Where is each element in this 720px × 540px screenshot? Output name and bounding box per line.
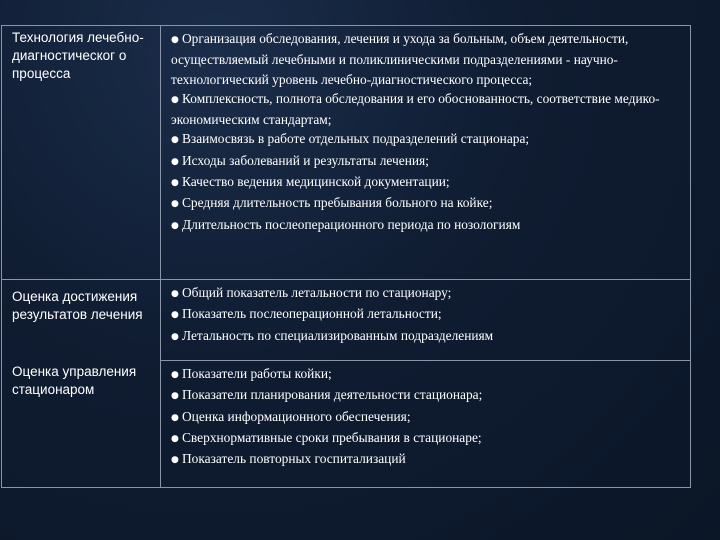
bullet-dot-icon: ● — [171, 156, 179, 167]
bullet-dot-icon: ● — [171, 35, 179, 45]
list-item: ● Общий показатель летальности по стационару; — [171, 283, 682, 304]
bullet-dot-icon: ● — [171, 94, 179, 105]
list-item: ● Показатель послеоперационной летальности; — [171, 304, 682, 325]
list-item: ● Показатели планирования деятельности стационара; — [171, 385, 682, 406]
list-item: ● Комплексность, полнота обследования и его обоснованность, соответствие медико-экономическим стандартам; — [171, 90, 660, 128]
row-label: Оценка достижения результатов лечения — [12, 289, 143, 323]
bullet-dot-icon: ● — [171, 220, 179, 231]
list-item: ● Качество ведения медицинской документации; — [171, 172, 682, 193]
list-item: ● Организация обследования, лечения и ухода за больным, объем деятельности, осуществляемый лечебными и поликлиническими подразделениями - научно-технологический уровень лечебно-диагностического процесса; — [171, 31, 629, 87]
row-content-cell — [161, 361, 691, 488]
row-label: Оценка управления стационаром — [12, 363, 137, 397]
list-item: ● Показатель повторных госпитализаций — [171, 449, 682, 470]
bullet-dot-icon: ● — [171, 455, 179, 466]
row-label-cell — [2, 361, 161, 488]
list-item: ● Сверхнормативные сроки пребывания в стационаре; — [171, 428, 682, 449]
bullet-dot-icon: ● — [171, 135, 179, 146]
bullet-dot-icon: ● — [171, 199, 179, 210]
row-content-cell — [161, 280, 691, 361]
list-item: ● Исходы заболеваний и результаты лечения; — [171, 151, 682, 172]
bullet-dot-icon: ● — [171, 433, 179, 444]
bullet-list — [171, 364, 682, 470]
row-label-cell — [2, 26, 161, 280]
bullet-dot-icon: ● — [171, 391, 179, 402]
bullet-dot-icon: ● — [171, 370, 179, 380]
list-item: ● Оценка информационного обеспечения; — [171, 407, 682, 428]
table-row — [2, 26, 691, 280]
bullet-dot-icon: ● — [171, 412, 179, 423]
criteria-table — [1, 25, 691, 488]
table-row — [2, 361, 691, 488]
list-item: ● Показатели работы койки; — [171, 364, 682, 385]
bullet-list — [171, 29, 682, 236]
list-item: ● Длительность послеоперационного периода по нозологиям — [171, 215, 682, 236]
row-label-cell — [2, 280, 161, 361]
bullet-list — [171, 283, 682, 347]
list-item: ● Взаимосвязь в работе отдельных подразделений стационара; — [171, 129, 682, 150]
bullet-dot-icon: ● — [171, 310, 179, 321]
list-item: ● Средняя длительность пребывания больного на койке; — [171, 193, 682, 214]
bullet-dot-icon: ● — [171, 289, 179, 299]
list-item: ● Летальность по специализированным подразделениям — [171, 326, 682, 347]
table-row — [2, 280, 691, 361]
bullet-dot-icon: ● — [171, 178, 179, 189]
bullet-dot-icon: ● — [171, 331, 179, 342]
row-content-cell — [161, 26, 691, 280]
row-label: Технология лечебно-диагностическог о процесса — [12, 30, 144, 82]
